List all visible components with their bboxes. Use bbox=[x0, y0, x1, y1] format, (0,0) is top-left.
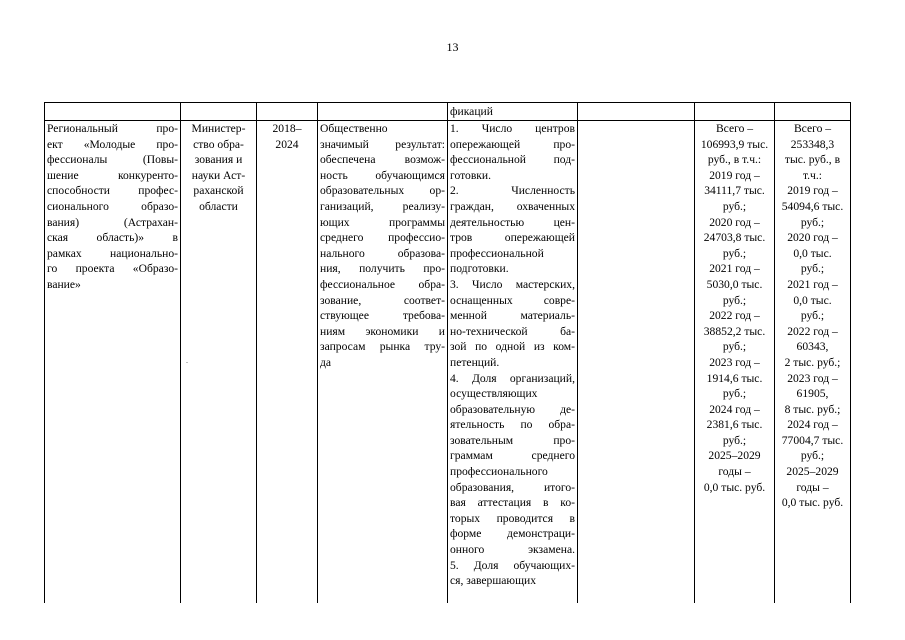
table-cell bbox=[578, 103, 695, 121]
table-row bbox=[45, 121, 851, 604]
indicator-line: менной материаль- bbox=[450, 309, 575, 323]
indicator-line: граммам среднего bbox=[450, 449, 575, 463]
finance-line: руб.; bbox=[722, 433, 747, 447]
indicator-line: граждан, охваченных bbox=[450, 199, 575, 213]
finance-line: 2022 год – bbox=[787, 324, 838, 338]
indicator-line: онного экзамена. bbox=[450, 543, 575, 557]
finance-line: 61905, bbox=[796, 387, 829, 401]
period-cell bbox=[257, 121, 318, 604]
result-line: среднего профессио- bbox=[320, 231, 445, 245]
executor-line: зования и bbox=[194, 153, 243, 167]
executor-line: раханской bbox=[193, 184, 244, 198]
executor-line: области bbox=[199, 199, 238, 213]
finance-line: 1914,6 тыс. bbox=[706, 371, 763, 385]
finance-line: 8 тыс. руб.; bbox=[784, 402, 841, 416]
page-number: 13 bbox=[446, 40, 459, 54]
result-line: ния, получить про- bbox=[320, 262, 445, 276]
indicator-line: профессионального bbox=[450, 465, 548, 479]
project-name-line: Региональный про- bbox=[47, 122, 178, 135]
finance-total-cell bbox=[695, 121, 775, 604]
table-cell bbox=[257, 103, 318, 121]
table-header-continuation-row bbox=[45, 103, 851, 121]
indicator-line: ся, завершающих bbox=[450, 574, 537, 588]
empty-cell bbox=[578, 121, 695, 604]
result-line: Общественно bbox=[320, 122, 388, 135]
finance-line: 60343, bbox=[796, 340, 829, 354]
finance-line: 2381,6 тыс. bbox=[706, 418, 763, 432]
project-name-line: сионального образо- bbox=[47, 199, 178, 213]
indicator-line: опережающей про- bbox=[450, 137, 575, 151]
result-line: обеспечена возмож- bbox=[320, 153, 445, 167]
indicator-line: 4. Доля организаций, bbox=[450, 371, 575, 385]
indicator-line: 2. Численность bbox=[450, 184, 575, 198]
finance-line: 2023 год – bbox=[787, 371, 838, 385]
result-line: ганизаций, реализу- bbox=[320, 199, 445, 213]
result-line: ниям экономики и bbox=[320, 324, 445, 338]
result-line: образовательных ор- bbox=[320, 184, 445, 198]
executor-line: ство обра- bbox=[193, 137, 244, 151]
finance-line: 2019 год – bbox=[787, 184, 838, 198]
result-cell bbox=[318, 121, 448, 604]
indicator-line: 3. Число мастерских, bbox=[450, 277, 575, 291]
project-name-line: способности профес- bbox=[47, 184, 178, 198]
indicator-line: оснащенных совре- bbox=[450, 293, 575, 307]
executor-name bbox=[183, 121, 254, 215]
project-name-line: ект «Молодые про- bbox=[47, 137, 178, 151]
result-line: нального образова- bbox=[320, 246, 445, 260]
finance-line: т.ч.: bbox=[802, 168, 823, 182]
finance-line: 54094,6 тыс. bbox=[781, 199, 844, 213]
finance-line: 34111,7 тыс. bbox=[704, 184, 765, 198]
finance-line: руб., в т.ч.: bbox=[707, 153, 762, 167]
indicator-line: подготовки. bbox=[450, 262, 509, 276]
program-table bbox=[44, 102, 851, 603]
finance-line: руб.; bbox=[800, 449, 825, 463]
project-name-line: рамках национально- bbox=[47, 246, 178, 260]
finance-total-cell-2 bbox=[775, 121, 851, 604]
result-line: ствующее требова- bbox=[320, 309, 445, 323]
finance-line: руб.; bbox=[722, 199, 747, 213]
project-name-line: ская область)» в bbox=[47, 231, 178, 245]
table-cell bbox=[695, 103, 775, 121]
indicator-line: зовательным про- bbox=[450, 433, 575, 447]
project-name bbox=[47, 121, 178, 293]
result-line: ющих программы bbox=[320, 215, 445, 229]
project-name-line: фессионалы (Повы- bbox=[47, 153, 178, 167]
finance-line: 0,0 тыс. bbox=[793, 293, 832, 307]
result-line: значимый результат: bbox=[320, 137, 445, 151]
finance-line: руб.; bbox=[800, 309, 825, 323]
finance-line: 0,0 тыс. руб. bbox=[703, 480, 766, 494]
executor-line: науки Аст- bbox=[191, 168, 246, 182]
indicators-cell bbox=[448, 121, 578, 604]
finance-line: 24703,8 тыс. bbox=[703, 231, 766, 245]
executor-cell bbox=[181, 121, 257, 604]
finance-line: 106993,9 тыс. bbox=[700, 137, 769, 151]
period-line: 2018– bbox=[272, 122, 302, 135]
indicator-line: тров опережающей bbox=[450, 231, 575, 245]
finance-line: 2025–2029 bbox=[708, 449, 761, 463]
finance-line: 2024 год – bbox=[709, 402, 760, 416]
finance-line: руб.; bbox=[722, 246, 747, 260]
finance-line: Всего – bbox=[715, 122, 754, 135]
finance-line: годы – bbox=[718, 465, 751, 479]
project-name-line: вания) (Астрахан- bbox=[47, 215, 178, 229]
finance-line: 0,0 тыс. руб. bbox=[781, 496, 844, 510]
scan-dot: . bbox=[186, 356, 188, 365]
indicator-line: торых проводится в bbox=[450, 511, 575, 525]
indicator-line: форме демонстраци- bbox=[450, 527, 575, 541]
executor-line: Министер- bbox=[191, 122, 246, 135]
indicator-line: 1. Число центров bbox=[450, 122, 575, 135]
indicator-line: осуществляющих bbox=[450, 387, 538, 401]
finance-line: 2020 год – bbox=[787, 231, 838, 245]
finance-line: 253348,3 bbox=[790, 137, 835, 151]
finance-total-b bbox=[777, 121, 848, 511]
indicator-line: зой по одной из ком- bbox=[450, 340, 575, 354]
project-name-line: вание» bbox=[47, 277, 81, 291]
indicator-line: деятельностью цен- bbox=[450, 215, 575, 229]
result-line: ность обучающимся bbox=[320, 168, 445, 182]
indicator-continuation-cell bbox=[448, 103, 578, 121]
result-line: зование, соответ- bbox=[320, 293, 445, 307]
indicator-line: вая аттестация в ко- bbox=[450, 496, 575, 510]
finance-line: руб.; bbox=[800, 262, 825, 276]
finance-line: 2 тыс. руб.; bbox=[784, 355, 841, 369]
project-name-line: шение конкуренто- bbox=[47, 168, 178, 182]
finance-line: 2021 год – bbox=[787, 277, 838, 291]
finance-line: 5030,0 тыс. bbox=[706, 277, 763, 291]
finance-line: 2021 год – bbox=[709, 262, 760, 276]
table-cell bbox=[181, 103, 257, 121]
table-cell bbox=[45, 103, 181, 121]
indicator-line: образовательную де- bbox=[450, 402, 575, 416]
indicator-line: ятельность по обра- bbox=[450, 418, 575, 432]
finance-line: 2022 год – bbox=[709, 309, 760, 323]
project-name-line: го проекта «Образо- bbox=[47, 262, 178, 276]
implementation-period bbox=[259, 121, 315, 152]
indicator-line: 5. Доля обучающих- bbox=[450, 558, 575, 572]
project-name-cell bbox=[45, 121, 181, 604]
finance-line: руб.; bbox=[722, 340, 747, 354]
finance-line: руб.; bbox=[800, 215, 825, 229]
finance-line: Всего – bbox=[793, 122, 832, 135]
finance-line: 0,0 тыс. bbox=[793, 246, 832, 260]
indicator-line: образования, итого- bbox=[450, 480, 575, 494]
table-cell bbox=[775, 103, 851, 121]
expected-result bbox=[320, 121, 445, 371]
result-line: да bbox=[320, 355, 332, 369]
indicator-line: готовки. bbox=[450, 168, 492, 182]
finance-line: руб.; bbox=[722, 387, 747, 401]
indicator-line: фессиональной под- bbox=[450, 153, 575, 167]
result-line: запросам рынка тру- bbox=[320, 340, 445, 354]
indicator-line: петенций. bbox=[450, 355, 500, 369]
finance-line: 2020 год – bbox=[709, 215, 760, 229]
finance-line: годы – bbox=[796, 480, 829, 494]
finance-line: руб.; bbox=[722, 293, 747, 307]
indicator-continuation-text: фикаций bbox=[450, 105, 493, 118]
finance-line: 2024 год – bbox=[787, 418, 838, 432]
period-line: 2024 bbox=[275, 137, 299, 151]
result-line: фессиональное обра- bbox=[320, 277, 445, 291]
indicators-list bbox=[450, 121, 575, 589]
finance-line: тыс. руб., в bbox=[784, 153, 841, 167]
indicator-line: профессиональной bbox=[450, 246, 544, 260]
finance-line: 2019 год – bbox=[709, 168, 760, 182]
table-cell bbox=[318, 103, 448, 121]
finance-total-a bbox=[697, 121, 772, 495]
finance-line: 2023 год – bbox=[709, 355, 760, 369]
indicator-line: но-технической ба- bbox=[450, 324, 575, 338]
finance-line: 2025–2029 bbox=[786, 465, 839, 479]
finance-line: 38852,2 тыс. bbox=[703, 324, 766, 338]
finance-line: 77004,7 тыс. bbox=[781, 433, 844, 447]
